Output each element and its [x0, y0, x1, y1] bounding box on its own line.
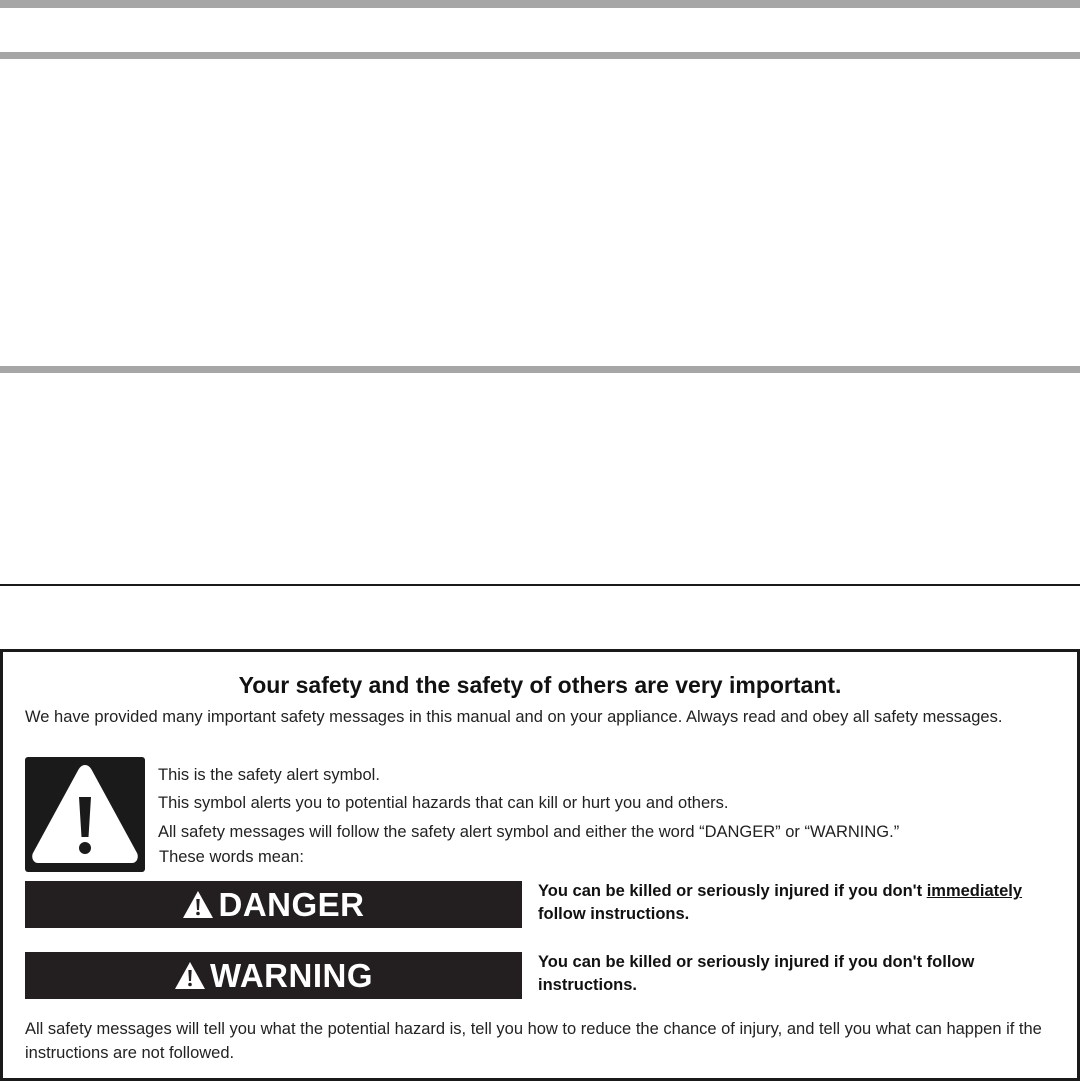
- danger-desc-text: You can be killed or seriously injured if you don't: [538, 882, 927, 900]
- danger-description: [538, 880, 1068, 926]
- symbol-line: These words mean:: [159, 848, 304, 866]
- section-rule: [0, 366, 1080, 373]
- warning-label: WARNING: [210, 956, 373, 994]
- exclamation-triangle-icon: [174, 961, 206, 990]
- warning-signal-bar: [25, 952, 522, 999]
- symbol-line: This is the safety alert symbol.: [158, 766, 380, 784]
- warning-description: You can be killed or seriously injured if you don't follow instructions.: [538, 953, 975, 994]
- top-rule: [0, 0, 1080, 8]
- symbol-line: This symbol alerts you to potential hazards that can kill or hurt you and others.: [158, 794, 729, 812]
- safety-heading: Your safety and the safety of others are very important.: [238, 672, 842, 698]
- safety-alert-symbol-icon: [25, 757, 145, 872]
- danger-label: DANGER: [218, 885, 365, 923]
- safety-intro: We have provided many important safety messages in this manual and on your appliance. Always read and obey all safety messages.: [25, 708, 1003, 726]
- safety-footer: All safety messages will tell you what the potential hazard is, tell you how to reduce the chance of injury, and tell you what can happen if the instructions are not followed.: [25, 1020, 1042, 1062]
- danger-signal-bar: [25, 881, 522, 928]
- exclamation-triangle-icon: [25, 757, 145, 872]
- section-divider: [0, 584, 1080, 586]
- exclamation-triangle-icon: [182, 890, 214, 919]
- danger-desc-emphasis: immediately: [926, 882, 1023, 900]
- symbol-line: All safety messages will follow the safety alert symbol and either the word “DANGER” or “WARNING.”: [158, 823, 900, 841]
- safety-box: [0, 649, 1080, 1081]
- section-rule: [0, 52, 1080, 59]
- danger-desc-text: follow instructions.: [538, 905, 690, 923]
